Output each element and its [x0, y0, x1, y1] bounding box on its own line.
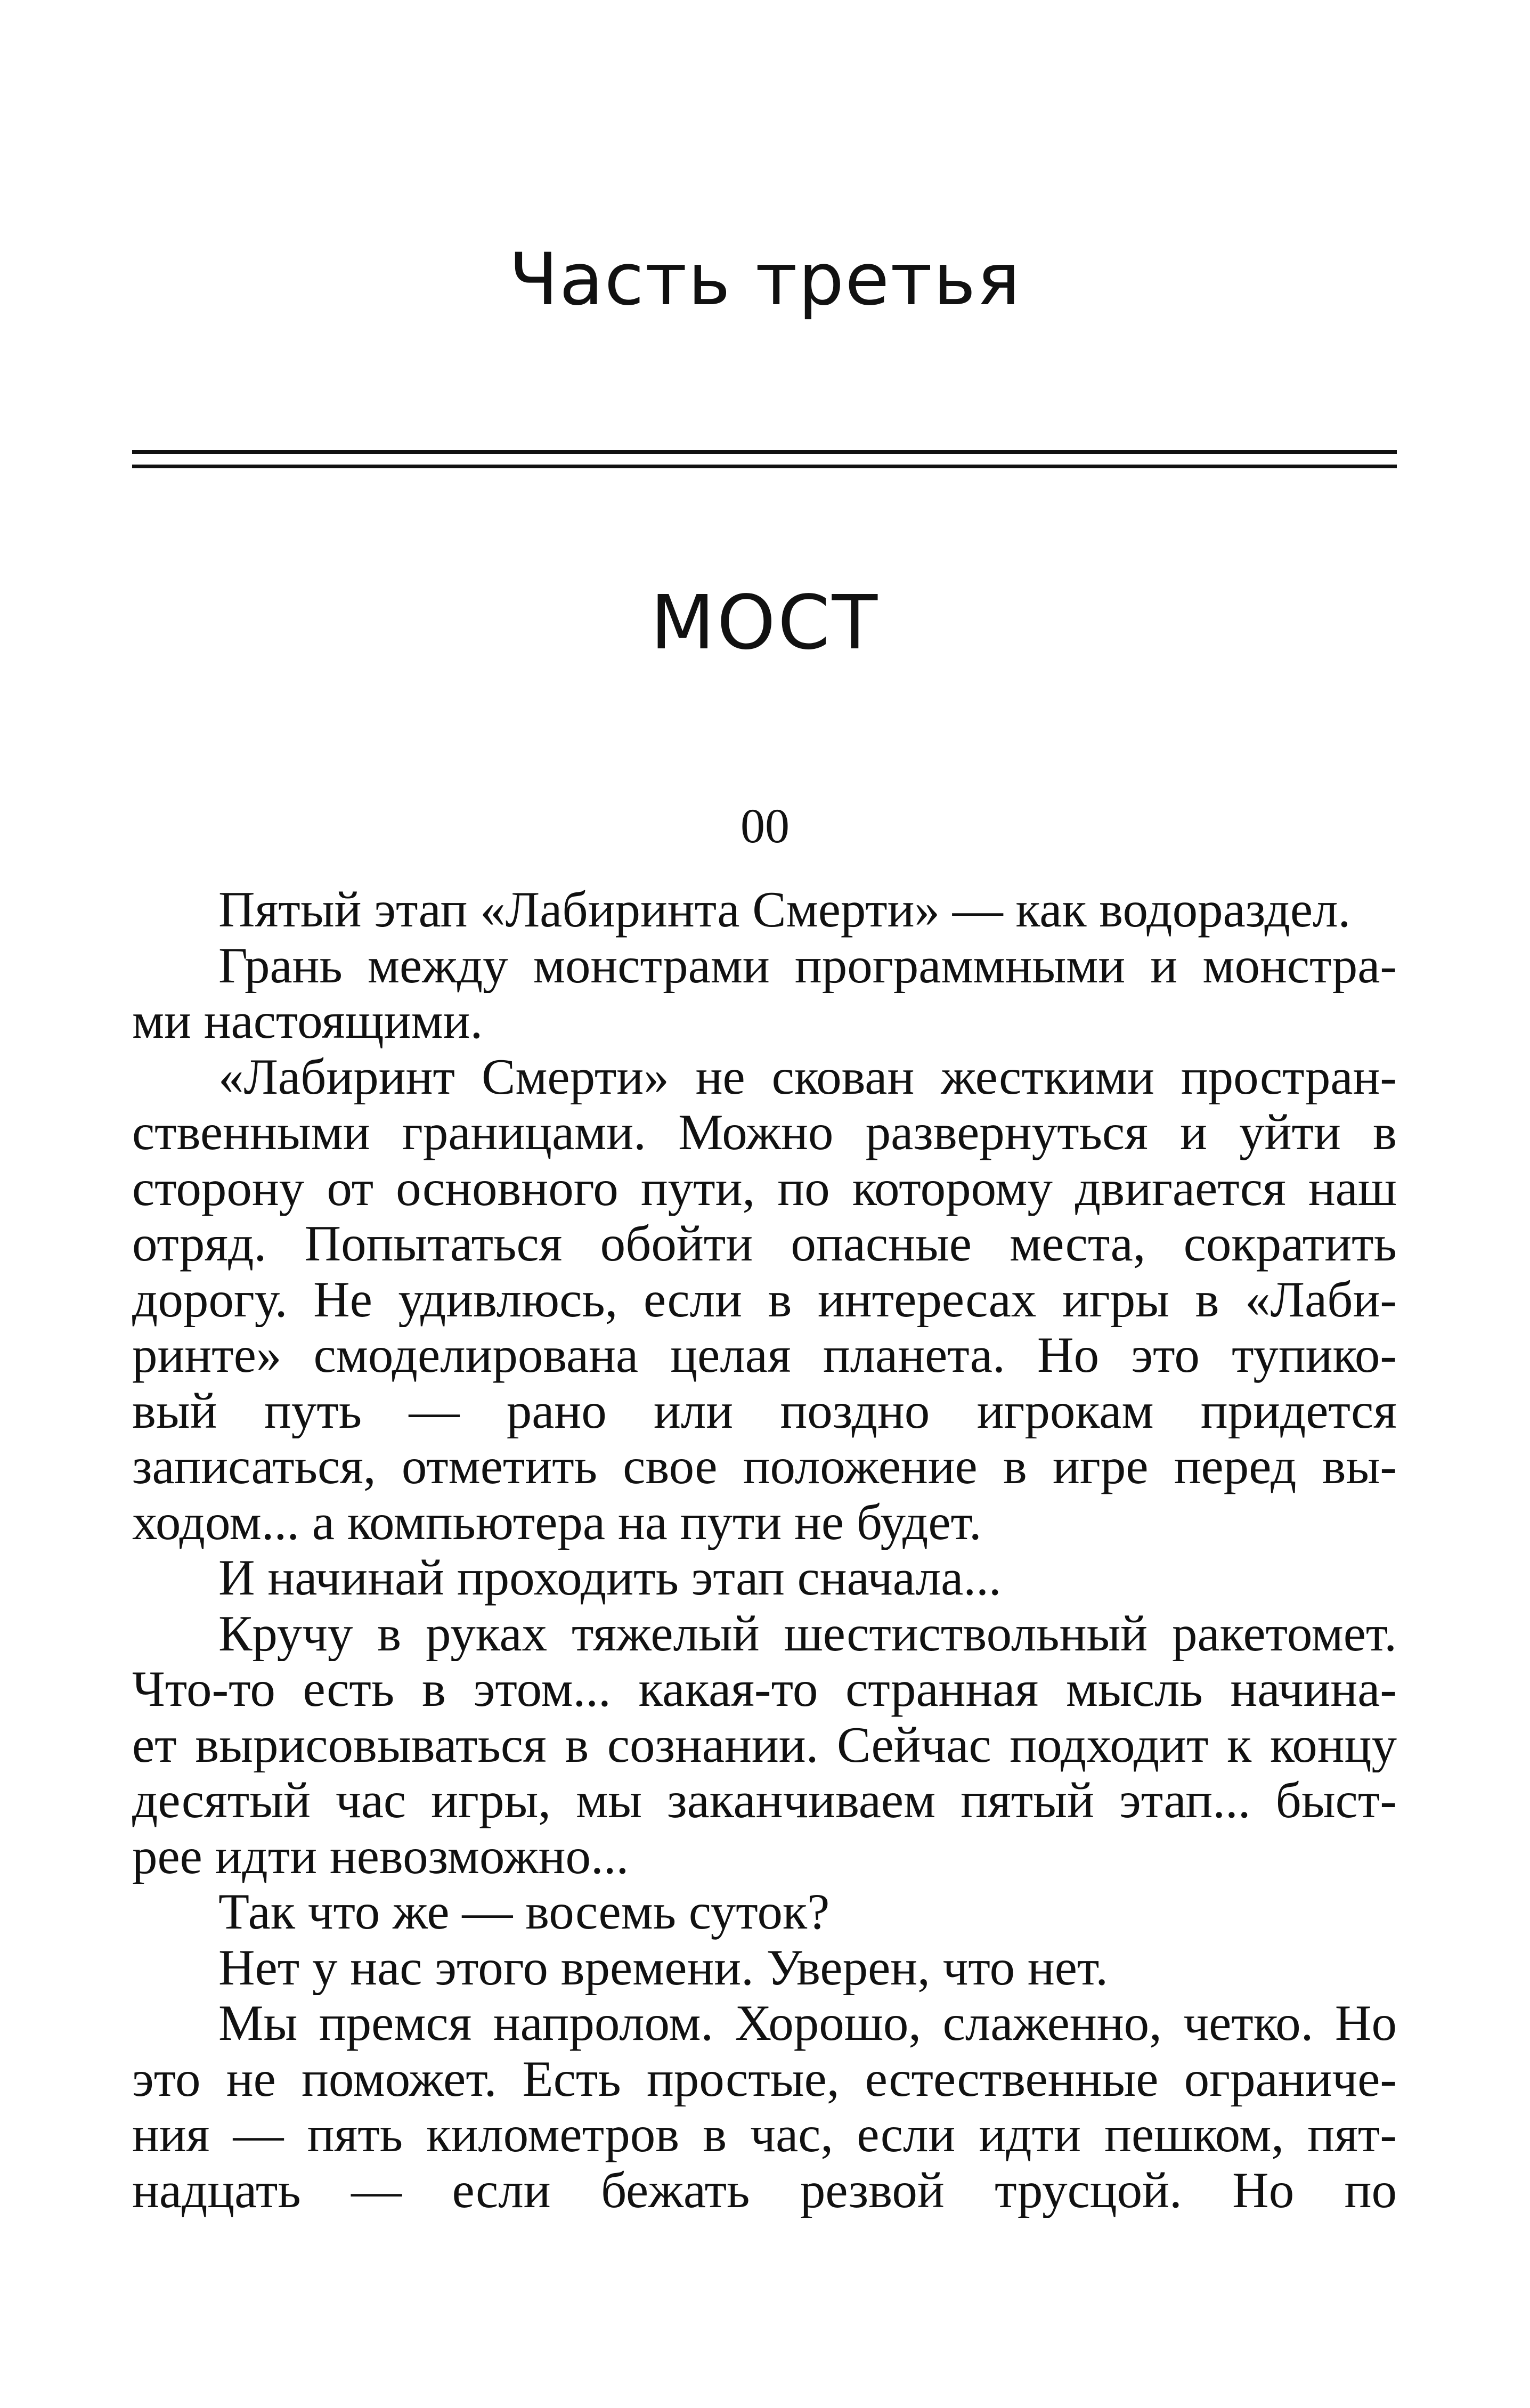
title-divider-bottom: [132, 465, 1397, 468]
text-line: ходом... а компьютера на пути не будет.: [132, 1494, 982, 1550]
part-title: Часть третья: [509, 238, 1021, 321]
body-text: [132, 882, 1397, 2218]
section-number: 00: [740, 799, 790, 853]
text-line: десятый час игры, мы заканчиваем пятый этап... быст-: [132, 1772, 1397, 1828]
text-line: сторону от основного пути, по которому двигается наш: [132, 1160, 1397, 1216]
text-line: Что-то есть в этом... какая-то странная мысль начина-: [132, 1661, 1397, 1717]
text-line: это не поможет. Есть простые, естественные ограниче-: [132, 2051, 1397, 2106]
text-line: дорогу. Не удивлюсь, если в интересах игры в «Лаби-: [132, 1271, 1397, 1327]
text-line: Мы премся напролом. Хорошо, слаженно, четко. Но: [218, 1995, 1397, 2051]
text-line: Пятый этап «Лабиринта Смерти» — как водораздел.: [218, 882, 1351, 938]
text-line: Кручу в руках тяжелый шестиствольный ракетомет.: [218, 1605, 1397, 1661]
text-line: отряд. Попытаться обойти опасные места, сократить: [132, 1216, 1397, 1272]
text-line: ет вырисовываться в сознании. Сейчас подходит к концу: [132, 1716, 1397, 1772]
text-line: надцать — если бежать резвой трусцой. Но по: [132, 2162, 1397, 2218]
text-line: ственными границами. Можно развернуться и уйти в: [132, 1104, 1397, 1160]
text-line: Нет у нас этого времени. Уверен, что нет.: [218, 1939, 1109, 1995]
text-line: вый путь — рано или поздно игрокам придется: [132, 1382, 1397, 1438]
text-line: Грань между монстрами программными и монстра-: [218, 937, 1397, 993]
chapter-title: МОСТ: [650, 580, 880, 666]
text-line: ми настоящими.: [132, 993, 483, 1049]
text-line: записаться, отметить свое положение в игре перед вы-: [132, 1438, 1397, 1494]
text-line: Так что же — восемь суток?: [218, 1884, 830, 1940]
text-line: «Лабиринт Смерти» не скован жесткими простран-: [218, 1048, 1397, 1104]
title-divider-top: [132, 450, 1397, 454]
text-line: рее идти невозможно...: [132, 1828, 629, 1884]
text-line: ния — пять километров в час, если идти пешком, пят-: [132, 2106, 1397, 2162]
text-line: И начинай проходить этап сначала...: [218, 1550, 1002, 1606]
text-line: ринте» смоделирована целая планета. Но это тупико-: [132, 1327, 1397, 1383]
